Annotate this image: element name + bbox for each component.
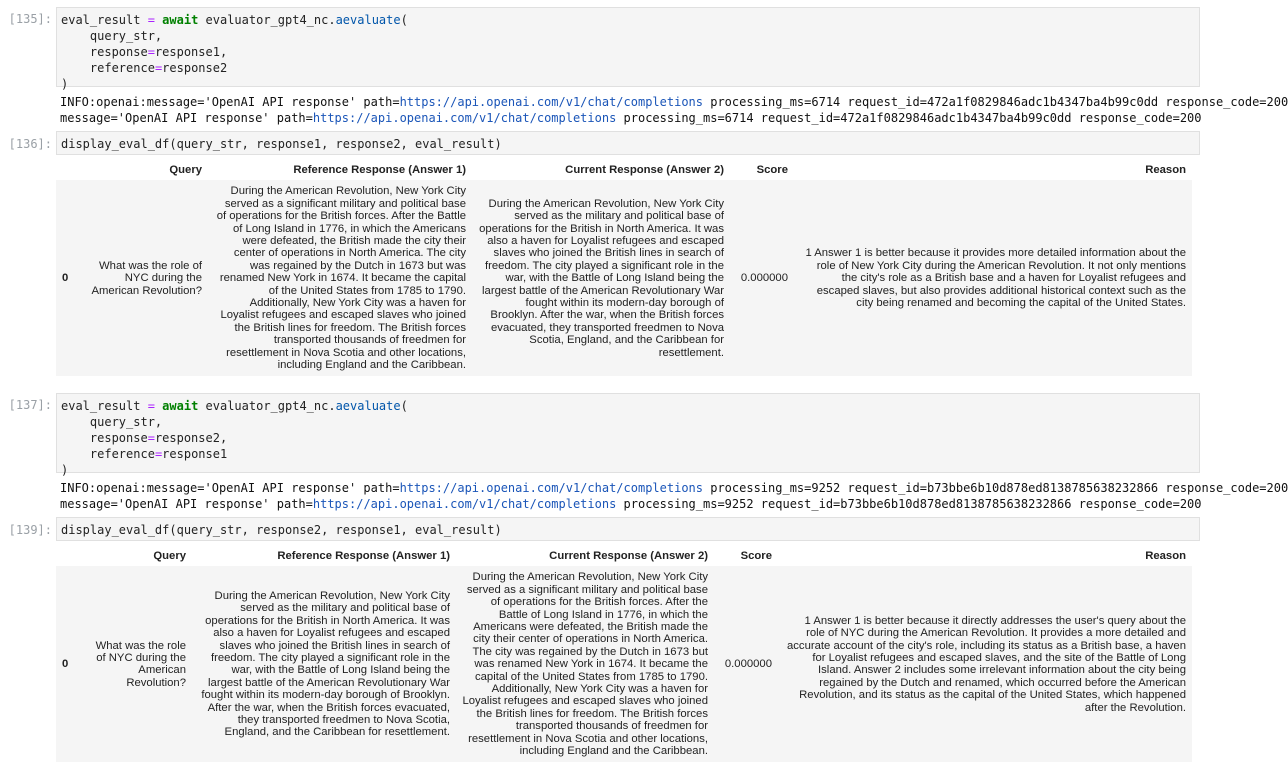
code-operator: = xyxy=(154,61,163,75)
cell-score: 0.000000 xyxy=(740,272,788,285)
cell-current: During the American Revolution, New York City served as the military and political base of operations for the British in North America. It was also a haven for Loyalist refugees and escaped slaves who joined the British lines in search of freedom. The city played a significant role in the war, with the Battle of Long Island being the largest battle of the American Revolutionary War fought within its modern-day borough of Brooklyn. After the war, when the British forces evacuated, they transported freedmen to Nova Scotia, England, and the Caribbean for resettlement. xyxy=(479,197,724,359)
code-operator: = xyxy=(154,447,163,461)
row-index: 0 xyxy=(62,272,69,285)
code-token: query_str, xyxy=(89,415,163,429)
log-url[interactable]: https://api.openai.com/v1/chat/completions xyxy=(312,497,617,511)
code-operator: = xyxy=(147,45,155,59)
cell-reference: During the American Revolution, New York City served as a significant military and political base of operations for the British forces. After the Battle of Long Island in 1776, in which the Americans were defeated, the British made the city their center of operations in North America. The city was regained by the Dutch in 1673 but was renamed New York in 1674. It became the capital of the United States from 1785 to 1790. Additionally, New York City was a haven for Loyalist refugees and escaped slaves who joined the British lines for freedom. The British forces transported thousands of freedmen for resettlement in Nova Scotia and other locations, including England and the Caribbean. xyxy=(216,185,466,372)
code-token: response2 xyxy=(162,61,228,75)
table-header-row xyxy=(56,160,1192,180)
code-operator: = xyxy=(147,431,155,445)
code-token: query_str, xyxy=(89,29,163,43)
eval-dataframe xyxy=(56,546,1192,762)
cell-output-log xyxy=(60,480,1288,512)
index-header xyxy=(56,546,82,566)
column-header-score: Score xyxy=(756,164,788,176)
column-header-reason: Reason xyxy=(1145,550,1186,562)
code-line: display_eval_df(query_str, response2, response1, eval_result) xyxy=(61,523,502,537)
code-token: response1 xyxy=(162,447,228,461)
code-editor[interactable] xyxy=(56,517,1200,541)
code-token: response xyxy=(89,431,148,445)
column-header-reason: Reason xyxy=(1145,164,1186,176)
column-header-query: Query xyxy=(153,550,186,562)
cell-output-log xyxy=(60,94,1288,126)
code-keyword: await xyxy=(162,399,199,413)
code-token: evaluator_gpt4_nc. xyxy=(198,399,336,413)
log-url[interactable]: https://api.openai.com/v1/chat/completions xyxy=(399,481,703,495)
log-line: INFO:openai:message='OpenAI API response' path=https://api.openai.com/v1/chat/completions processing_ms=6714 request_id=472a1f0829846adc1b4347ba4b99c0dd response_code=200 xyxy=(60,95,1288,109)
log-url[interactable]: https://api.openai.com/v1/chat/completions xyxy=(312,111,617,125)
code-operator: = xyxy=(147,13,155,27)
table-row xyxy=(56,180,1192,376)
cell-current: During the American Revolution, New York City served as a significant military and political base of operations for the British forces. After the Battle of Long Island in 1776, in which the Americans were defeated, the British made the city their center of operations in North America. The city was regained by the Dutch in 1673 but was renamed New York in 1674. It became the capital of the United States from 1785 to 1790. Additionally, New York City was a haven for Loyalist refugees and escaped slaves who joined the British lines for freedom. The British forces transported thousands of freedmen for resettlement in Nova Scotia and other locations, including England and the Caribbean. xyxy=(462,571,708,758)
code-operator: = xyxy=(147,399,155,413)
table-row xyxy=(56,566,1192,762)
eval-dataframe xyxy=(56,160,1192,376)
column-header-query: Query xyxy=(169,164,202,176)
column-header-reference: Reference Response (Answer 1) xyxy=(293,164,466,176)
cell-query: What was the role of NYC during the American Revolution? xyxy=(95,639,186,689)
cell-prompt: [136]: xyxy=(8,137,52,151)
code-token: reference xyxy=(89,61,155,75)
code-token: response xyxy=(89,45,148,59)
cell-prompt: [135]: xyxy=(8,12,52,26)
code-editor[interactable]: eval_result = await evaluator_gpt4_nc.aevaluate( query_str, response=response1, reference=response2 ) xyxy=(56,7,1200,87)
code-token: reference xyxy=(89,447,155,461)
cell-score: 0.000000 xyxy=(724,658,772,671)
code-token: response2, xyxy=(154,431,228,445)
code-token: response1, xyxy=(154,45,228,59)
column-header-score: Score xyxy=(740,550,772,562)
cell-reference: During the American Revolution, New York City served as the military and political base of operations for the British in North America. It was also a haven for Loyalist refugees and escaped slaves who joined the British lines in search of freedom. The city played a significant role in the war, with the Battle of Long Island being the largest battle of the American Revolutionary War fought within its modern-day borough of Brooklyn. After the war, when the British forces evacuated, they transported freedmen to Nova Scotia, England, and the Caribbean for resettlement. xyxy=(201,589,450,739)
cell-query: What was the role of NYC during the American Revolution? xyxy=(91,259,202,297)
code-token: eval_result xyxy=(61,399,148,413)
code-method: aevaluate xyxy=(335,399,401,413)
index-header xyxy=(56,160,82,180)
column-header-current: Current Response (Answer 2) xyxy=(549,550,708,562)
code-token: evaluator_gpt4_nc. xyxy=(198,13,336,27)
code-keyword: await xyxy=(162,13,199,27)
cell-prompt: [137]: xyxy=(8,398,52,412)
log-line: INFO:openai:message='OpenAI API response' path=https://api.openai.com/v1/chat/completions processing_ms=9252 request_id=b73bbe6b10d878ed8138785638232866 response_code=200 xyxy=(60,481,1288,495)
code-method: aevaluate xyxy=(335,13,401,27)
code-line: display_eval_df(query_str, response1, response2, eval_result) xyxy=(61,137,502,151)
code-token: eval_result xyxy=(61,13,148,27)
log-line: message='OpenAI API response' path=https://api.openai.com/v1/chat/completions processing_ms=6714 request_id=472a1f0829846adc1b4347ba4b99c0dd response_code=200 xyxy=(60,111,1202,125)
cell-reason: 1 Answer 1 is better because it directly addresses the user's query about the role of NYC during the American Revolution. It provides a more detailed and accurate account of the city's role, including its status as a British base, a haven for Loyalist refugees and escaped slaves, and the site of the Battle of Long Island. Answer 2 includes some irrelevant information about the city being regained by the Dutch and renamed, which occurred before the American Revolution, and its status as the capital of the United States, which happened after the Revolution. xyxy=(786,614,1186,714)
code-editor[interactable]: eval_result = await evaluator_gpt4_nc.aevaluate( query_str, response=response2, reference=response1 ) xyxy=(56,393,1200,473)
cell-prompt: [139]: xyxy=(8,523,52,537)
column-header-current: Current Response (Answer 2) xyxy=(565,164,724,176)
table-header-row xyxy=(56,546,1192,566)
code-editor[interactable] xyxy=(56,131,1200,155)
cell-reason: 1 Answer 1 is better because it provides more detailed information about the role of New York City during the American Revolution. It not only mentions the city's role as a British base and a haven for Loyalist refugees and escaped slaves, but also provides additional historical context such as the city being renamed and becoming the capital of the United States. xyxy=(805,247,1186,310)
row-index: 0 xyxy=(62,658,69,671)
log-url[interactable]: https://api.openai.com/v1/chat/completions xyxy=(399,95,703,109)
column-header-reference: Reference Response (Answer 1) xyxy=(277,550,450,562)
log-line: message='OpenAI API response' path=https://api.openai.com/v1/chat/completions processing_ms=9252 request_id=b73bbe6b10d878ed8138785638232866 response_code=200 xyxy=(60,497,1202,511)
